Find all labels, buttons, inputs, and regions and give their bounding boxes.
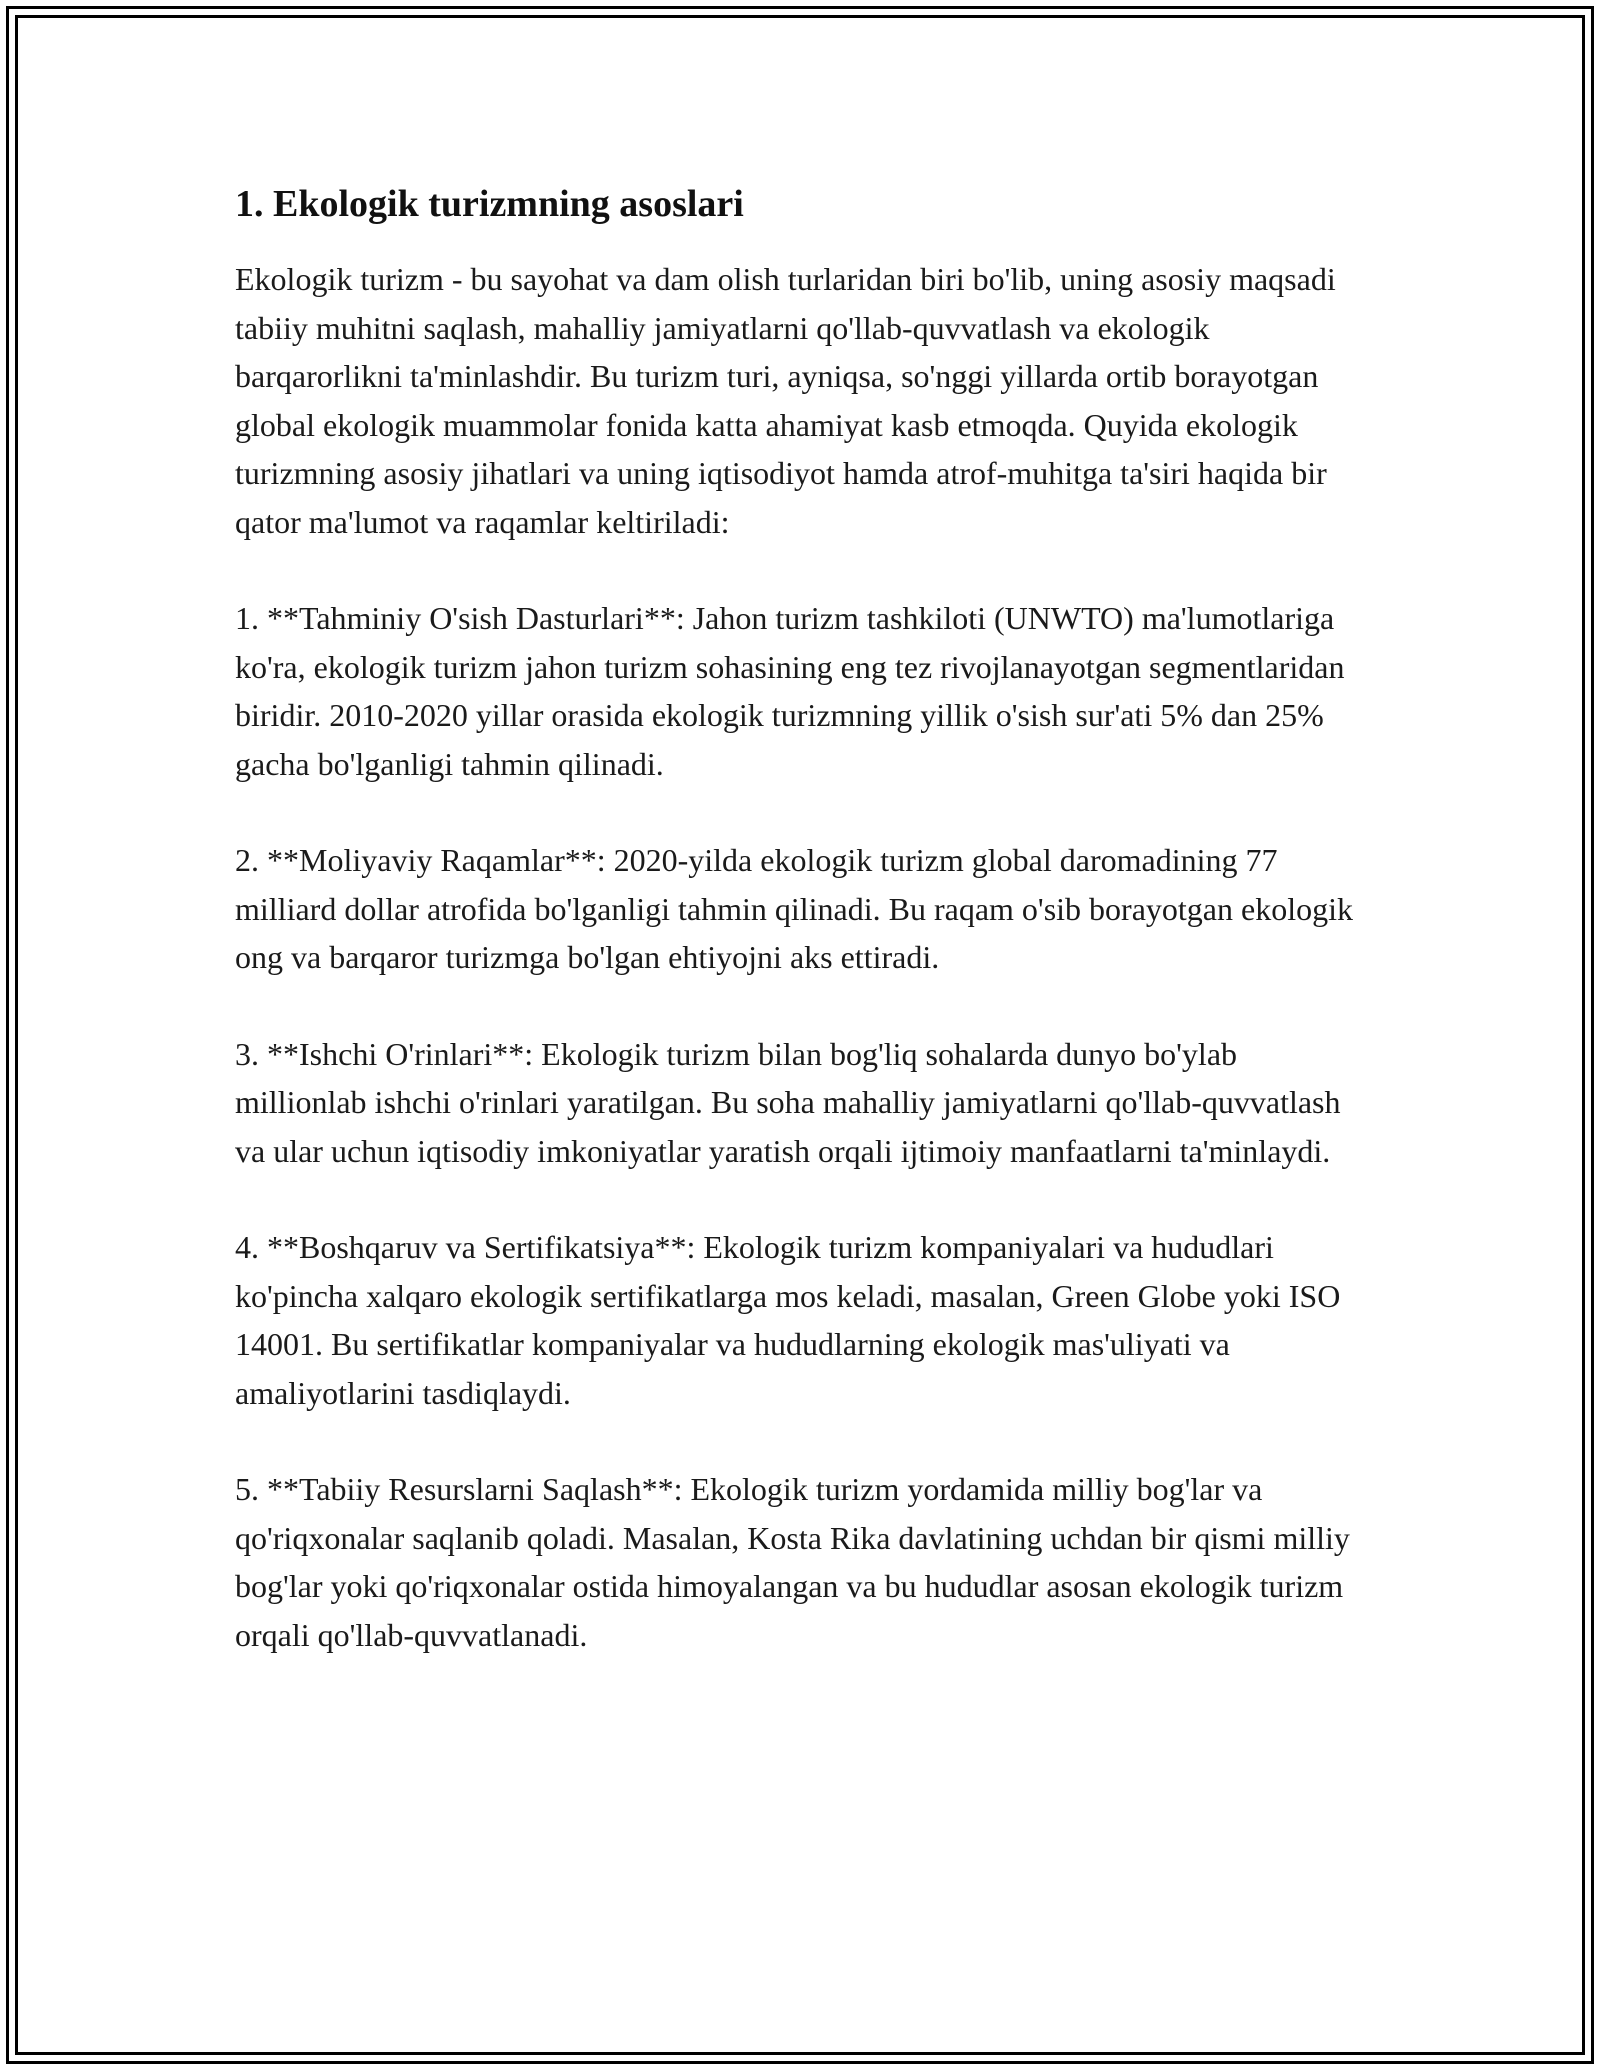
list-item-growth: 1. **Tahminiy O'sish Dasturlari**: Jahon turizm tashkiloti (UNWTO) ma'lumotlariga ko'ra, ekologik turizm jahon turizm sohasining eng tez rivojlanayotgan segmentlaridan biridir. 2010-2020 yillar orasida ekologik turizmning yillik o'sish sur'ati 5% dan 25% gacha bo'lganligi tahmin qilinadi. bbox=[235, 600, 1345, 782]
document-body bbox=[235, 180, 1375, 1707]
list-item-jobs: 3. **Ishchi O'rinlari**: Ekologik turizm bilan bog'liq sohalarda dunyo bo'ylab millionlab ishchi o'rinlari yaratilgan. Bu soha mahalliy jamiyatlarni qo'llab-quvvatlash va ular uchun iqtisodiy imkoniyatlar yaratish orqali ijtimoiy manfaatlarni ta'minlaydi. bbox=[235, 1035, 1341, 1169]
intro-paragraph: Ekologik turizm - bu sayohat va dam olish turlaridan biri bo'lib, uning asosiy maqsadi tabiiy muhitni saqlash, mahalliy jamiyatlarni qo'llab-quvvatlash va ekologik barqarorlikni ta'minlashdir. Bu turizm turi, ayniqsa, so'nggi yillarda ortib borayotgan global ekologik muammolar fonida katta ahamiyat kasb etmoqda. Quyida ekologik turizmning asosiy jihatlari va uning iqtisodiyot hamda atrof-muhitga ta'siri haqida bir qator ma'lumot va raqamlar keltiriladi: bbox=[235, 261, 1336, 540]
list-item-finance: 2. **Moliyaviy Raqamlar**: 2020-yilda ekologik turizm global daromadining 77 milliard dollar atrofida bo'lganligi tahmin qilinadi. Bu raqam o'sib borayotgan ekologik ong va barqaror turizmga bo'lgan ehtiyojni aks ettiradi. bbox=[235, 842, 1353, 976]
section-heading: 1. Ekologik turizmning asoslari bbox=[235, 183, 744, 225]
list-item-certification: 4. **Boshqaruv va Sertifikatsiya**: Ekologik turizm kompaniyalari va hududlari ko'pincha xalqaro ekologik sertifikatlarga mos keladi, masalan, Green Globe yoki ISO 14001. Bu sertifikatlar kompaniyalar va hududlarning ekologik mas'uliyati va amaliyotlarini tasdiqlaydi. bbox=[235, 1229, 1341, 1411]
list-item-conservation: 5. **Tabiiy Resurslarni Saqlash**: Ekologik turizm yordamida milliy bog'lar va qo'riqxonalar saqlanib qoladi. Masalan, Kosta Rika davlatining uchdan bir qismi milliy bog'lar yoki qo'riqxonalar ostida himoyalangan va bu hududlar asosan ekologik turizm orqali qo'llab-quvvatlanadi. bbox=[235, 1471, 1350, 1653]
